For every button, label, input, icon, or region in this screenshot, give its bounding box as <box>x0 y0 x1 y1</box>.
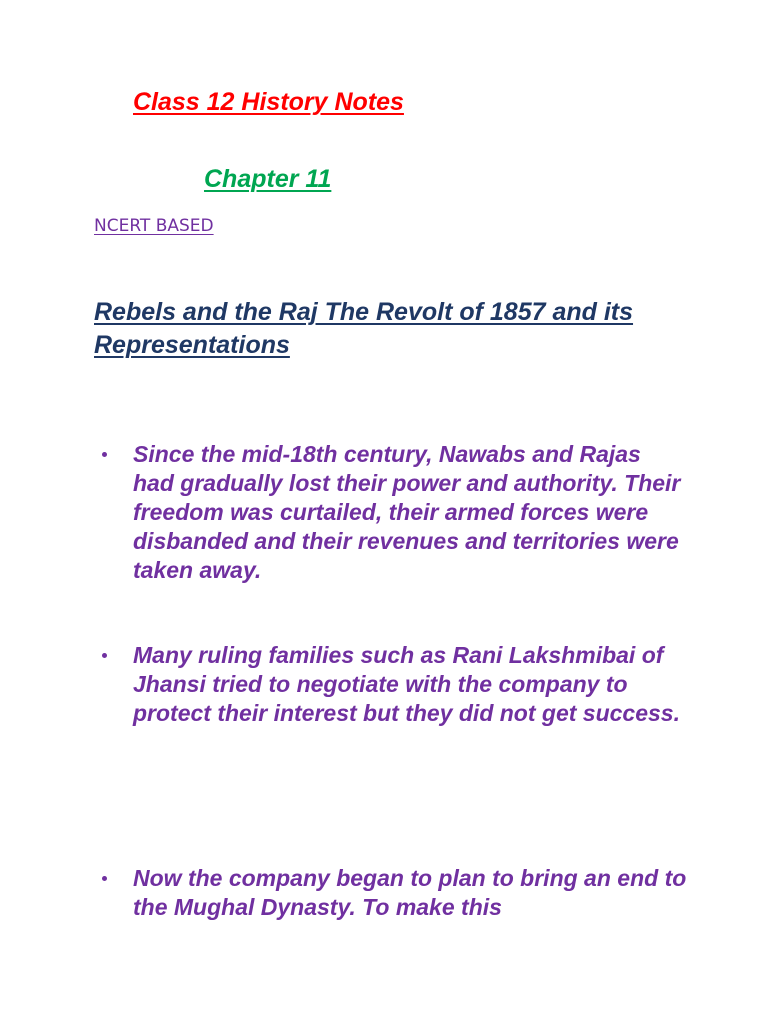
bullet-text: Many ruling families such as Rani Lakshmibai of Jhansi tried to negotiate with the company to protect their interest but they did not get success. <box>133 642 680 726</box>
bullet-dot-icon <box>102 653 107 658</box>
bullet-text: Now the company began to plan to bring an end to the Mughal Dynasty. To make this <box>133 865 687 920</box>
chapter-subject-heading <box>94 296 654 362</box>
bullet-text: Since the mid-18th century, Nawabs and Rajas had gradually lost their power and authority. Their freedom was curtailed, their armed forces were disbanded and their revenues and territories were taken away. <box>133 441 681 583</box>
document-title: Class 12 History Notes <box>133 88 404 116</box>
bullet-dot-icon <box>102 452 107 457</box>
ncert-tag: NCERT BASED <box>94 216 214 236</box>
bullet-dot-icon <box>102 876 107 881</box>
chapter-heading: Chapter 11 <box>204 165 332 193</box>
subject-text: Rebels and the Raj The Revolt of 1857 and its Representations <box>94 298 634 359</box>
